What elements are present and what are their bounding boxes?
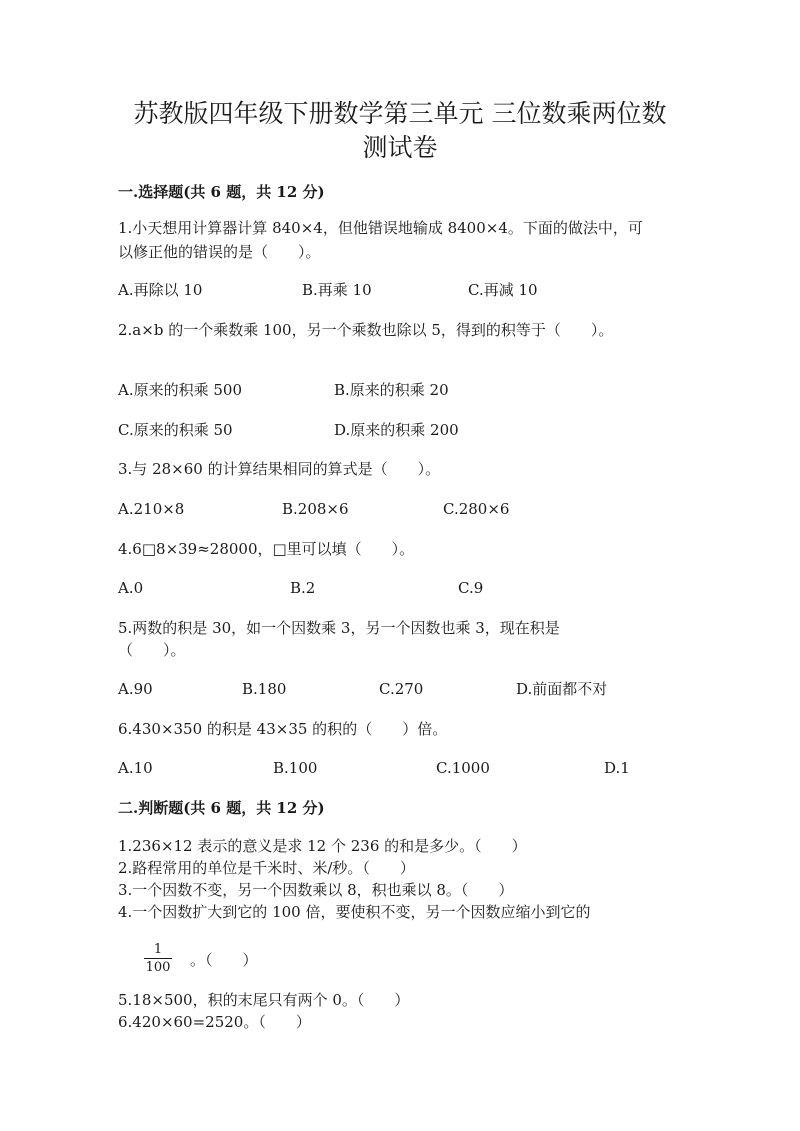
tf-item-2: 2.路程常用的单位是千米时、米/秒。（ ） — [118, 859, 415, 877]
fraction-numerator: 1 — [153, 942, 163, 957]
q2-option-a: A.原来的积乘 500 — [118, 381, 242, 399]
q6-option-b: B.100 — [273, 759, 318, 777]
q1-option-c: C.再减 10 — [468, 281, 538, 299]
tf-item-6: 6.420×60=2520。（ ） — [118, 1013, 311, 1031]
q6-option-d: D.1 — [604, 759, 630, 777]
fraction-one-hundredth — [144, 942, 172, 975]
q2-stem: 2.a×b 的一个乘数乘 100，另一个乘数也除以 5，得到的积等于（ ）。 — [118, 321, 614, 339]
tf-item-4-tail: 。（ ） — [190, 951, 258, 969]
q5-stem-line2: （ ）。 — [118, 641, 186, 659]
q3-option-a: A.210×8 — [118, 500, 185, 518]
fraction-denominator: 100 — [145, 960, 171, 975]
q4-option-b: B.2 — [290, 579, 316, 597]
section1-heading: 一.选择题(共 6 题，共 12 分) — [118, 183, 325, 201]
q1-stem-line1: 1.小天想用计算器计算 840×4，但他错误地输成 8400×4。下面的做法中，可 — [118, 219, 643, 237]
q1-option-a: A.再除以 10 — [118, 281, 203, 299]
q3-option-b: B.208×6 — [282, 500, 349, 518]
q2-option-d: D.原来的积乘 200 — [334, 421, 459, 439]
q6-option-c: C.1000 — [436, 759, 490, 777]
fraction-bar — [144, 958, 172, 959]
q1-option-b: B.再乘 10 — [302, 281, 372, 299]
section2-heading: 二.判断题(共 6 题，共 12 分) — [118, 799, 325, 817]
tf-item-1: 1.236×12 表示的意义是求 12 个 236 的和是多少。（ ） — [118, 837, 527, 855]
q4-option-c: C.9 — [458, 579, 484, 597]
q2-option-b: B.原来的积乘 20 — [334, 381, 449, 399]
q5-option-a: A.90 — [118, 680, 153, 698]
q4-option-a: A.0 — [118, 579, 144, 597]
q6-stem: 6.430×350 的积是 43×35 的积的（ ）倍。 — [118, 720, 448, 738]
q5-option-b: B.180 — [242, 680, 287, 698]
q5-option-c: C.270 — [379, 680, 424, 698]
q3-stem: 3.与 28×60 的计算结果相同的算式是（ ）。 — [118, 460, 441, 478]
q4-stem: 4.6□8×39≈28000，□里可以填（ ）。 — [118, 540, 415, 558]
q5-stem-line1: 5.两数的积是 30，如一个因数乘 3，另一个因数也乘 3，现在积是 — [118, 619, 560, 637]
tf-item-3: 3.一个因数不变，另一个因数乘以 8，积也乘以 8。（ ） — [118, 881, 514, 899]
tf-item-5: 5.18×500，积的末尾只有两个 0。（ ） — [118, 991, 410, 1009]
q3-option-c: C.280×6 — [443, 500, 510, 518]
q1-stem-line2: 以修正他的错误的是（ ）。 — [118, 243, 321, 261]
page-title-line1: 苏教版四年级下册数学第三单元 三位数乘两位数 — [133, 99, 667, 128]
q6-option-a: A.10 — [118, 759, 153, 777]
page-title-line2: 测试卷 — [362, 133, 438, 162]
q2-option-c: C.原来的积乘 50 — [118, 421, 233, 439]
tf-item-4: 4.一个因数扩大到它的 100 倍，要使积不变，另一个因数应缩小到它的 — [118, 903, 591, 921]
q5-option-d: D.前面都不对 — [516, 680, 608, 698]
